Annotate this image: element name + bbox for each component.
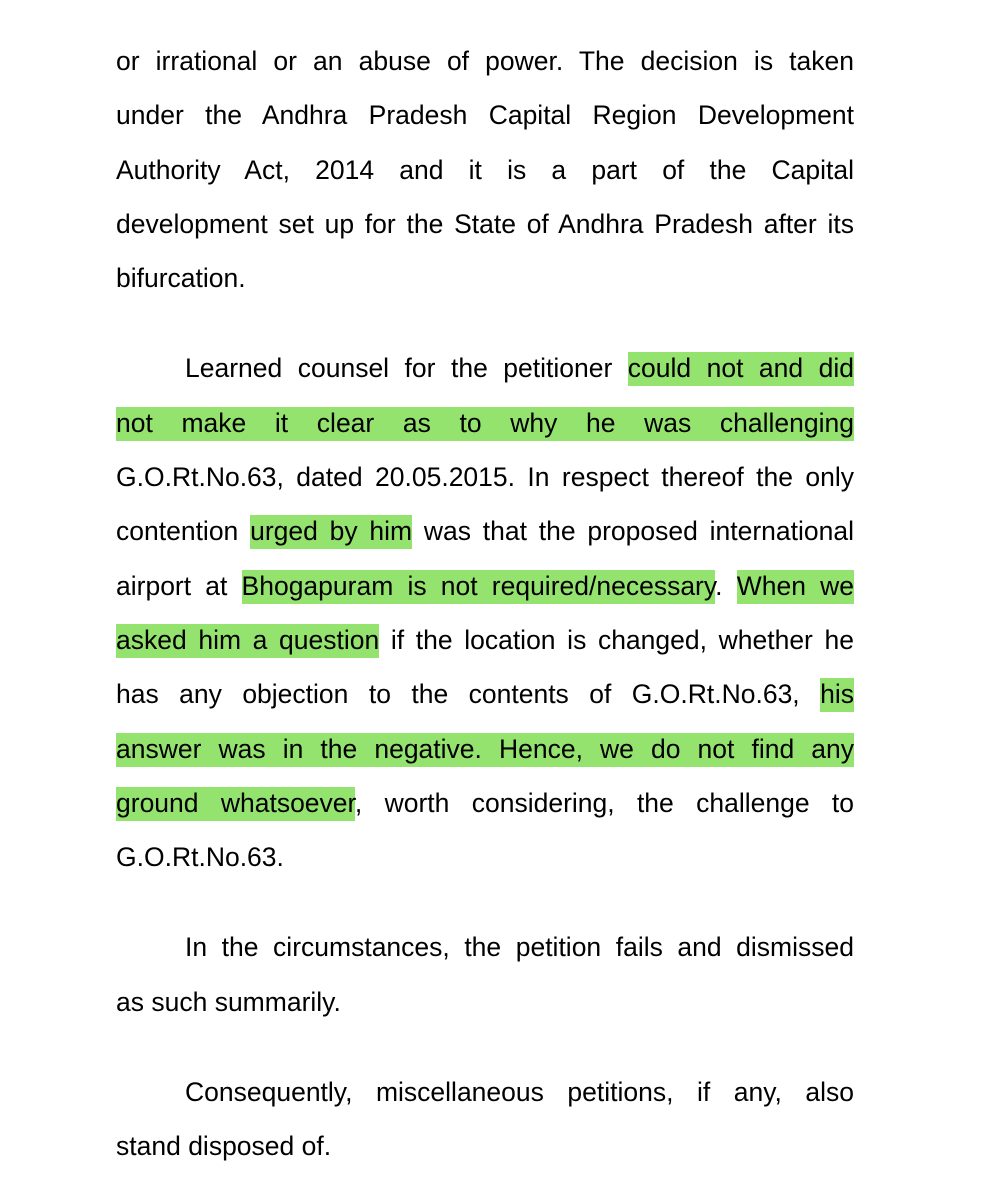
highlighted-text: urged by him (250, 515, 412, 549)
text-run: G.O.Rt.No.63, dated 20.05.2015. In respect thereof the only (116, 462, 854, 493)
highlighted-text: Bhogapuram is not required/necessary (242, 570, 716, 604)
text-run: Authority Act, 2014 and it is a part of the Capital (116, 154, 854, 185)
highlighted-text: not make it clear as to why he was challenging (116, 407, 854, 441)
text-line (116, 504, 854, 558)
document-page (116, 34, 854, 1174)
text-run: . (715, 570, 737, 601)
text-run: development set up for the State of Andhra Pradesh after its (116, 208, 854, 239)
text-line (116, 197, 854, 251)
paragraph-spacer (116, 305, 854, 341)
highlighted-text: When we (737, 570, 854, 604)
paragraph-spacer (116, 884, 854, 920)
text-line (116, 776, 854, 830)
text-run: or irrational or an abuse of power. The decision is taken (116, 46, 854, 76)
text-line (116, 396, 854, 450)
text-run: Consequently, miscellaneous petitions, if any, also (185, 1077, 854, 1108)
text-line (116, 88, 854, 142)
text-line (116, 1065, 854, 1119)
text-line (116, 722, 854, 776)
text-run: airport at (116, 570, 242, 601)
text-line (116, 920, 854, 974)
text-line (116, 450, 854, 504)
text-run: , worth considering, the challenge to (354, 787, 854, 818)
highlighted-text: ground whatsoever (116, 787, 355, 821)
text-run: Learned counsel for the petitioner (185, 353, 628, 384)
highlighted-text: could not and did (628, 352, 854, 386)
text-line (116, 667, 854, 721)
text-line (116, 830, 854, 884)
highlighted-text: asked him a question (116, 624, 379, 658)
text-run: has any objection to the contents of G.O.Rt.No.63, (116, 679, 821, 710)
paragraph-2 (116, 341, 854, 884)
text-run: as such summarily. (116, 986, 341, 1017)
paragraph-3 (116, 920, 854, 1029)
highlighted-text: his (820, 678, 854, 712)
text-run: In the circumstances, the petition fails and dismissed (185, 932, 854, 963)
paragraph-1 (116, 34, 854, 305)
paragraph-4 (116, 1065, 854, 1174)
text-run: if the location is changed, whether he (379, 624, 854, 655)
text-line (116, 975, 854, 1029)
paragraph-spacer (116, 1029, 854, 1065)
text-run: contention (116, 516, 251, 547)
text-run: under the Andhra Pradesh Capital Region Development (116, 100, 854, 131)
text-run: G.O.Rt.No.63. (116, 842, 284, 873)
text-line (116, 1119, 854, 1173)
text-run: stand disposed of. (116, 1131, 332, 1162)
text-run: was that the proposed international (412, 516, 855, 547)
text-line (116, 251, 854, 305)
text-line (116, 143, 854, 197)
text-run: bifurcation. (116, 263, 246, 294)
text-line (116, 613, 854, 667)
text-line (116, 34, 854, 88)
highlighted-text: answer was in the negative. Hence, we do not find any (116, 733, 854, 767)
text-line (116, 559, 854, 613)
text-line (116, 341, 854, 395)
